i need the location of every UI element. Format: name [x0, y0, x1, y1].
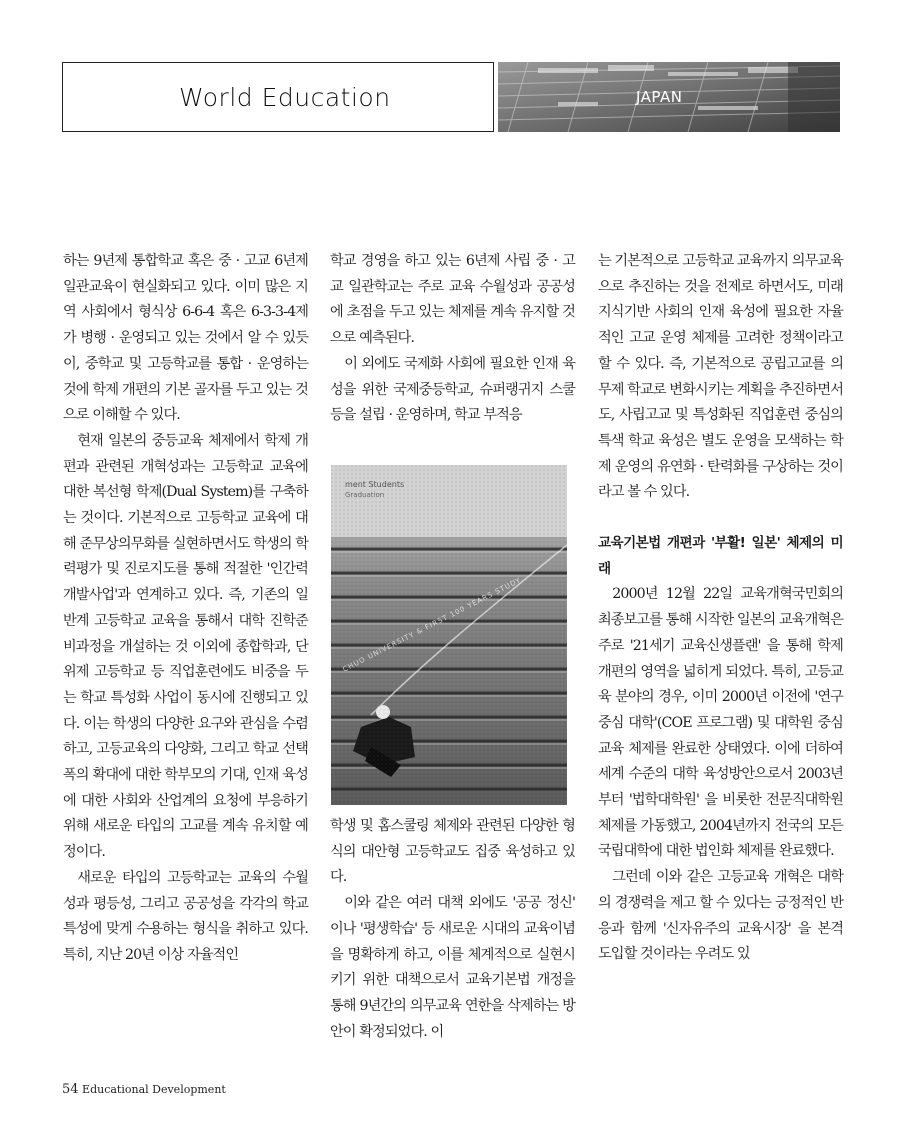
- graduation-stairs-photo: [331, 465, 567, 805]
- paragraph: 현재 일본의 중등교육 체제에서 학제 개편과 관련된 개혁성과는 고등학교 교육에 대한 복선형 학제(Dual System)를 구축하는 것이다. 기본적으로 고등학교 교육에 대해 준무상의무화를 실현하면서도 학생의 학력평가 및 진로지도를 통해 적절한 '인간력 개발사업'과 연계하고 있다. 즉, 기존의 일반계 고등학교 교육을 통해서 대학 진학준비과정을 개설하는 것 이외에 종합학과, 단위제 고등학교 등 직업훈련에도 비중을 두는 학교 특성화 사업이 동시에 진행되고 있다. 이는 학생의 다양한 요구와 관심을 수렴하고, 고등교육의 다양화, 그리고 학교 선택 폭의 확대에 대한 학부모의 기대, 인재 육성에 대한 사회와 산업계의 요청에 부응하기 위해 새로운 타입의 고교를 계속 유치할 예정이다.: [63, 432, 308, 861]
- paragraph: 학생 및 홈스쿨링 체제와 관련된 다양한 형식의 대안형 고등학교도 집중 육성하고 있다.: [330, 818, 575, 886]
- paragraph: 는 기본적으로 고등학교 교육까지 의무교육으로 추진하는 것을 전제로 하면서도, 미래 지식기반 사회의 인재 육성에 필요한 자율적인 고교 운영 체제를 고려한 정책이라고 할 수 있다. 즉, 기본적으로 공립고교를 의무제 학교로 변화시키는 계획을 추진하면서도, 사립고교 및 특성화된 직업훈련 중심의 특색 학교 육성은 별도 운영을 모색하는 학제 운영의 유연화 · 탄력화를 구상하는 것이라고 볼 수 있다.: [598, 253, 843, 501]
- paragraph: 2000년 12월 22일 교육개혁국민회의 최종보고를 통해 시작한 일본의 교육개혁은 주로 '21세기 교육신생플랜' 을 통해 학제 개편의 영역을 넓히게 되었다. 특히, 고등교육 분야의 경우, 이미 2000년 이전에 '연구 중심 대학'(COE 프로그램) 및 대학원 중심 교육 체제를 완료한 상태였다. 이에 더하여 세계 수준의 대학 육성방안으로서 2003년부터 '법학대학원' 을 비롯한 전문직대학원 체제를 가동했고, 2004년까지 전국의 모든 국립대학에 대한 법인화 체제를 완료했다.: [598, 586, 843, 860]
- paragraph: 학교 경영을 하고 있는 6년제 사립 중 · 고교 일관학교는 주로 교육 수월성과 공공성에 초점을 두고 있는 체제를 계속 유지할 것으로 예측된다.: [330, 253, 575, 347]
- text-column-2-top: [330, 249, 575, 429]
- section-heading: 교육기본법 개편과 '부활! 일본' 체제의 미래: [598, 535, 843, 577]
- paragraph: 이와 같은 여러 대책 외에도 '공공 정신' 이나 '평생학습' 등 새로운 시대의 교육이념을 명확하게 하고, 이를 체계적으로 실현시키기 위한 대책으로서 교육기본법 개정을 통해 9년간의 의무교육 연한을 삭제하는 방안이 확정되었다. 이: [330, 895, 575, 1040]
- journal-name: Educational Development: [82, 1083, 226, 1096]
- section-header: [62, 62, 494, 132]
- paragraph: 그런데 이와 같은 고등교육 개혁은 대학의 경쟁력을 제고 할 수 있다는 긍정적인 반응과 함께 '신자유주의 교육시장' 을 본격 도입할 것이라는 우려도 있: [598, 869, 843, 963]
- section-title: World Education: [179, 83, 391, 112]
- text-column-3: [598, 249, 843, 968]
- text-column-1: [63, 249, 308, 969]
- paragraph: 하는 9년제 통합학교 혹은 중 · 고교 6년제 일관교육이 현실화되고 있다. 이미 많은 지역 사회에서 형식상 6-6-4 혹은 6-3-3-4제가 병행 · 운영되고 있는 것에서 알 수 있듯이, 중학교 및 고등학교를 통합 · 운영하는 것에 학제 개편의 기본 골자를 두고 있는 것으로 이해할 수 있다.: [63, 253, 308, 424]
- paragraph: 새로운 타입의 고등학교는 교육의 수월성과 평등성, 그리고 공공성을 각각의 학교 특성에 맞게 수용하는 형식을 취하고 있다. 특히, 지난 20년 이상 자율적인: [63, 869, 308, 963]
- page-footer: [62, 1082, 226, 1097]
- header-banner-image: [498, 62, 840, 132]
- text-column-2-bottom: [330, 814, 575, 1045]
- paragraph: 이 외에도 국제화 사회에 필요한 인재 육성을 위한 국제중등학교, 슈퍼랭귀지 스쿨 등을 설립 · 운영하며, 학교 부적응: [330, 355, 575, 424]
- country-tag: JAPAN: [636, 88, 683, 106]
- page-number: 54: [62, 1082, 79, 1097]
